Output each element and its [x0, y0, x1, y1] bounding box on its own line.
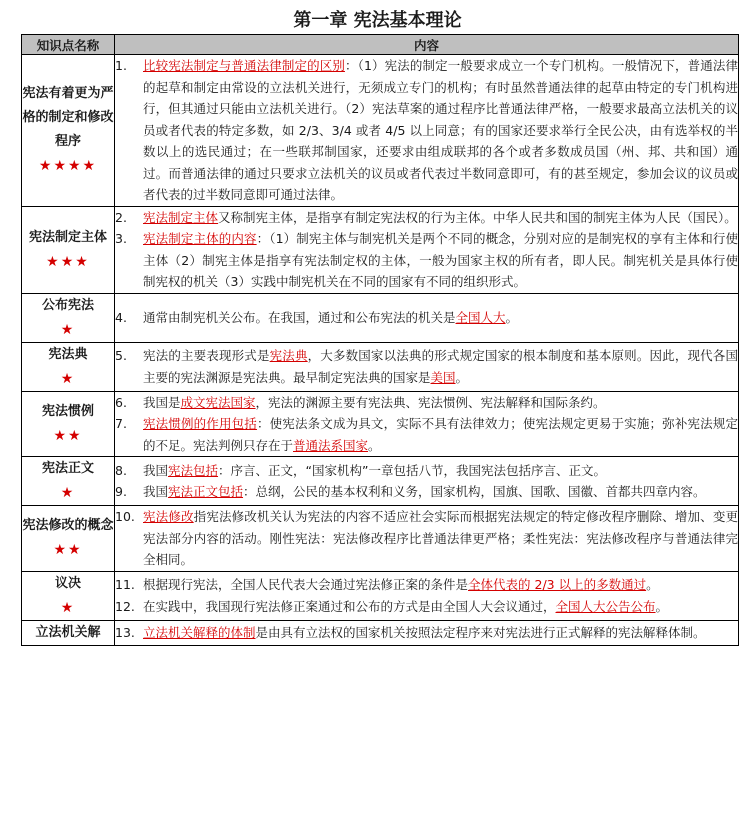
knowledge-point-cell — [22, 457, 115, 506]
item-number: 6. — [115, 394, 127, 410]
list-item — [115, 392, 738, 414]
item-number: 13. — [115, 624, 135, 640]
content-cell — [115, 391, 739, 457]
knowledge-point-cell — [22, 55, 115, 207]
content-cell — [115, 206, 739, 293]
content-cell — [115, 55, 739, 207]
item-number: 4. — [115, 309, 127, 325]
table-row — [22, 457, 739, 506]
table-body — [22, 55, 739, 646]
keyword-highlight: 宪法惯例的作用包括 — [143, 416, 257, 431]
keyword-highlight: 比较宪法制定与普通法律制定的区别 — [143, 58, 345, 73]
keyword-highlight: 美国 — [430, 369, 456, 385]
item-text — [143, 506, 738, 571]
star-rating: ★ — [60, 485, 76, 501]
keyword-highlight: 立法机关解释的体制 — [143, 624, 256, 640]
knowledge-point-cell — [22, 342, 115, 391]
keyword-highlight: 宪法典 — [269, 348, 308, 363]
knowledge-point-cell — [22, 391, 115, 457]
keyword-highlight: 宪法制定主体 — [143, 209, 219, 225]
list-item — [115, 481, 738, 503]
knowledge-point-cell — [22, 620, 115, 645]
text-segment: ，宪法的渊源主要有宪法典、宪法惯例、宪法解释和国际条约。 — [255, 394, 606, 410]
list-item — [115, 574, 738, 596]
keyword-highlight: 成文宪法国家 — [180, 394, 256, 410]
knowledge-point-name: 议决 — [54, 575, 81, 591]
text-segment: 指宪法修改机关认为宪法的内容不适应社会实际而根据宪法规定的特定修改程序删除、增加、变更宪法部分内容的活动。刚性宪法：宪法修改程序比普通法律更严格；柔性宪法：宪法修改程序与普通法律完全相同。 — [143, 509, 738, 567]
text-segment: 通常由制宪机关公布。在我国，通过和公布宪法的机关是 — [143, 309, 456, 325]
table-row — [22, 571, 739, 620]
item-text — [143, 460, 738, 482]
text-segment: 。 — [505, 309, 519, 325]
text-segment: ：（1）制宪主体与制宪机关是两个不同的概念，分别对应的是制宪权的享有主体和行使主体（2）制宪主体是指享有宪法制定权的主体，一般为国家主权的所有者，即人民。制宪机关是具体行使制宪权的机关（3）实践中制宪机关在不同的国家有不同的组织形式。 — [143, 231, 738, 289]
item-text — [143, 574, 738, 596]
keyword-highlight: 普通法系国家 — [293, 437, 369, 453]
star-rating: ★★★ — [46, 253, 90, 270]
content-cell — [115, 342, 739, 391]
keyword-highlight: 宪法制定主体的内容 — [143, 231, 257, 246]
knowledge-point-cell — [22, 571, 115, 620]
content-cell — [115, 293, 739, 342]
text-segment: 宪法的主要表现形式是 — [143, 348, 270, 363]
keyword-highlight: 宪法修改 — [143, 509, 194, 524]
item-text — [143, 345, 738, 388]
table-row — [22, 206, 739, 293]
header-content: 内容 — [115, 35, 739, 55]
table-row — [22, 620, 739, 645]
text-segment: 在实践中，我国现行宪法修正案通过和公布的方式是由全国人大会议通过， — [143, 598, 556, 614]
item-text — [143, 392, 738, 414]
table-row — [22, 391, 739, 457]
list-item — [115, 596, 738, 618]
star-rating: ★★ — [53, 542, 83, 559]
content-cell — [115, 571, 739, 620]
text-segment: 。 — [368, 437, 381, 453]
text-segment: ：序言、正文，“国家机构”一章包括八节，我国宪法包括序言、正文。 — [218, 462, 606, 478]
text-segment: 根据现行宪法，全国人民代表大会通过宪法修正案的条件是 — [143, 577, 469, 592]
knowledge-point-name: 宪法修改的概念 — [22, 518, 114, 534]
text-segment: 是由具有立法权的国家机关按照法定程序来对宪法进行正式解释的宪法解释体制。 — [255, 624, 706, 640]
item-number: 2. — [115, 209, 127, 225]
knowledge-point-name: 宪法惯例 — [41, 403, 94, 419]
table-row — [22, 293, 739, 342]
item-text — [143, 481, 738, 503]
keyword-highlight: 宪法正文包括 — [168, 484, 244, 499]
item-number: 8. — [115, 462, 127, 478]
list-item — [115, 307, 738, 329]
text-segment: 我国 — [143, 462, 169, 478]
item-number: 3. — [115, 231, 127, 246]
text-segment: 我国 — [143, 484, 169, 499]
star-rating: ★★ — [53, 427, 83, 444]
knowledge-point-name: 公布宪法 — [41, 297, 94, 313]
knowledge-point-name: 立法机关解 — [35, 624, 101, 640]
list-item — [115, 345, 738, 388]
item-number: 10. — [115, 509, 135, 524]
text-segment: ：总纲，公民的基本权利和义务，国家机构，国旗、国歌、国徽、首都共四章内容。 — [243, 484, 706, 499]
list-item — [115, 460, 738, 482]
text-segment: 。 — [455, 369, 469, 385]
knowledge-point-name: 宪法正文 — [41, 461, 94, 476]
item-text — [143, 207, 738, 229]
keyword-highlight: 全国人大公告公布 — [555, 598, 656, 614]
text-segment: 。 — [646, 577, 659, 592]
table-row — [22, 342, 739, 391]
text-segment: ：使宪法条文成为具文，实际不具有法律效力；使宪法规定更易于实施；弥补宪法规定的不足。宪法判例只存在于 — [143, 416, 738, 453]
text-segment: ：（1）宪法的制定一般要求成立一个专门机构。一般情况下，普通法律的起草和制定由常设的立法机关进行，无须成立专门的机构；有时虽然普通法律的起草由特定的专门机构进行，但其通过只能由立法机关进行。（2）宪法草案的通过程序比普通法律严格，一般要求最高立法机关的议员或者代表的特定多数，如 2/3、3/4 或者 4/5 以上同意；有的国家还要求举行全民公决，由有选举权的半数以上的选民通过；在一些联邦制国家，还要求由组成联邦的各个或者多数成员国（州、邦、共和国）通过。而普通法律的通过只要求立法机关的议员或者代表过半数同意即可，有的甚至规定，参加会议的议员或者代表的过半数同意即可通过法律。 — [143, 58, 738, 202]
keyword-highlight: 全体代表的 2/3 以上的多数通过 — [468, 577, 647, 592]
page-title: 第一章 宪法基本理论 — [293, 10, 462, 31]
star-rating: ★ — [60, 321, 76, 338]
text-segment: ，大多数国家以法典的形式规定国家的根本制度和基本原则。因此，现代各国主要的宪法渊源是宪法典。最早制定宪法典的国家是 — [143, 348, 738, 385]
knowledge-point-name: 宪法制定主体 — [28, 229, 107, 245]
text-segment: 。 — [655, 598, 669, 614]
item-text — [143, 622, 738, 644]
list-item — [115, 622, 738, 644]
item-number: 7. — [115, 416, 127, 431]
list-item — [115, 506, 738, 571]
list-item — [115, 207, 738, 229]
knowledge-point-cell — [22, 293, 115, 342]
item-text — [143, 413, 738, 456]
star-rating: ★ — [60, 599, 76, 616]
table-row — [22, 506, 739, 572]
knowledge-table — [21, 34, 739, 646]
header-knowledge-point: 知识点名称 — [22, 35, 115, 55]
text-segment: 我国是 — [143, 394, 181, 410]
item-number: 5. — [115, 348, 127, 363]
keyword-highlight: 全国人大 — [455, 309, 506, 325]
item-number: 1. — [115, 58, 127, 73]
table-row — [22, 55, 739, 207]
table-header-row — [22, 35, 739, 55]
star-rating: ★ — [60, 370, 76, 387]
item-number: 11. — [115, 577, 135, 592]
knowledge-point-name: 宪法典 — [48, 346, 88, 362]
item-text — [143, 307, 738, 329]
content-cell — [115, 506, 739, 572]
list-item — [115, 413, 738, 456]
star-rating: ★★★★ — [38, 158, 98, 175]
list-item — [115, 55, 738, 206]
item-text — [143, 596, 738, 618]
content-cell — [115, 620, 739, 645]
knowledge-point-cell — [22, 506, 115, 572]
list-item — [115, 228, 738, 293]
text-segment: 又称制宪主体，是指享有制定宪法权的行为主体。中华人民共和国的制宪主体为人民（国民）。 — [218, 209, 737, 225]
item-text — [143, 228, 738, 293]
knowledge-point-cell — [22, 206, 115, 293]
item-number: 9. — [115, 484, 127, 499]
keyword-highlight: 宪法包括 — [168, 462, 219, 478]
item-number: 12. — [115, 598, 135, 614]
knowledge-point-name: 宪法有着更为严格的制定和修改程序 — [22, 86, 114, 150]
content-cell — [115, 457, 739, 506]
item-text — [143, 55, 738, 206]
